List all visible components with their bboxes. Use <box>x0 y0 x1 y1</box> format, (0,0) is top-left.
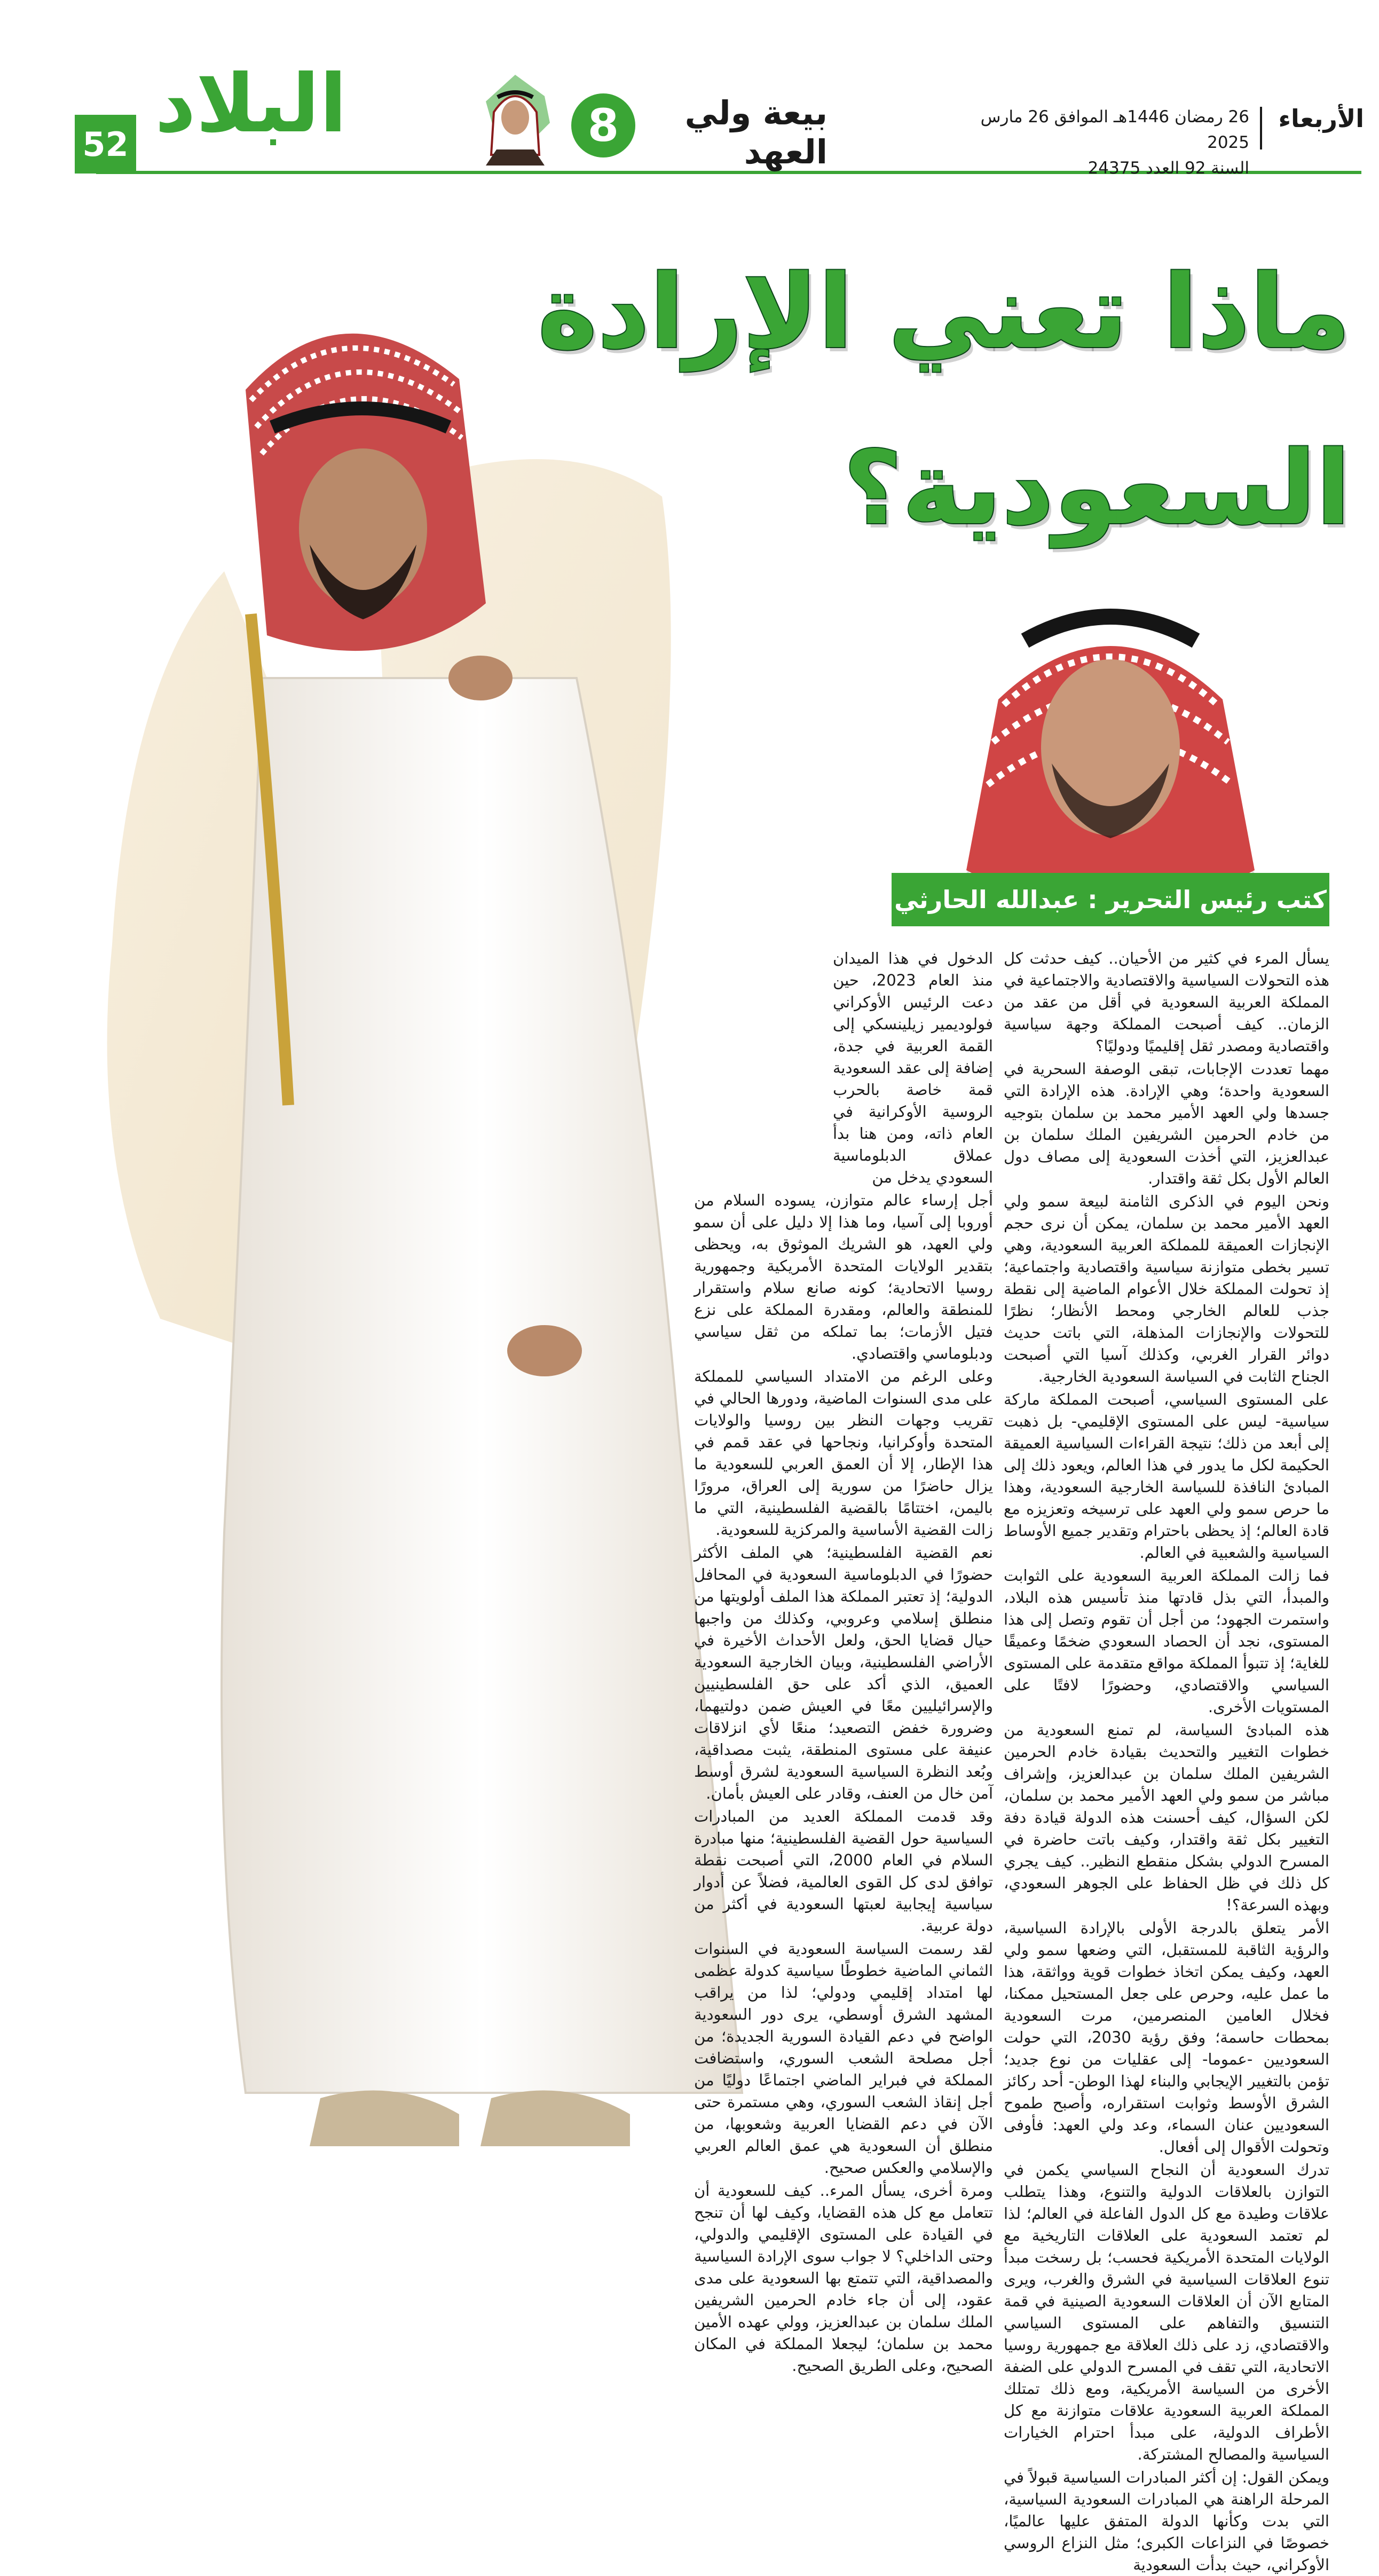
paragraph: على المستوى السياسي، أصبحت المملكة ماركة سياسية- ليس على المستوى الإقليمي- بل ذهبت إلى أبعد من ذلك؛ نتيجة القراءات السياسية العميقة الحكيمة لكل ما يدور في هذا العالم، ويعود ذلك إلى المبادئ النافذة للسياسة الخارجية السعودية، وهذا ما حرص سمو ولي العهد على ترسيخه وتعزيزه مع قادة العالم؛ إذ يحظى باحترام وتقدير جميع الأوساط السياسية والشعبية في العالم. <box>1004 1390 1329 1562</box>
paragraph: ونحن اليوم في الذكرى الثامنة لبيعة سمو ولي العهد الأمير محمد بن سلمان، يمكن أن نرى حجم الإنجازات العميقة للمملكة العربية السعودية، وهي تسير بخطى متوازنة سياسية واقتصادية واجتماعية؛ إذ تحولت المملكة خلال الأعوام الماضية إلى نقطة جذب للعالم الخارجي ومحط الأنظار؛ نظرًا للتحولات والإنجازات المذهلة، التي باتت حديث دوائر القرار الغربي، وكذلك آسيا التي أصبحت الجناح الثابت في السياسة السعودية الخارجية. <box>1004 1192 1329 1385</box>
paragraph: مهما تعددت الإجابات، تبقى الوصفة السحرية في السعودية واحدة؛ وهي الإرادة. هذه الإرادة التي جسدها ولي العهد الأمير محمد بن سلمان بتوجيه من خادم الحرمين الشريفين الملك سلمان بن عبدالعزيز، التي أخذت السعودية إلى مصاف دول العالم الأول بكل ثقة واقتدار. <box>1004 1060 1329 1187</box>
paragraph: لقد رسمت السياسة السعودية في السنوات الثماني الماضية خطوطًا سياسية كدولة عظمى لها امتداد إقليمي ودولي؛ لذا من يراقب المشهد الشرق أوسطي، يرى دور السعودية الواضح في دعم القيادة السورية الجديدة؛ من أجل مصلحة الشعب السوري، واستضافت المملكة في فبراير الماضي اجتماعًا دوليًا من أجل إنقاذ الشعب السوري، وهي مستمرة حتى الآن في دعم القضايا العربية وشعوبها، من منطلق أن السعودية هي عمق العالم العربي والإسلامي والعكس صحيح. <box>694 1940 993 2177</box>
paragraph: تدرك السعودية أن النجاح السياسي يكمن في التوازن بالعلاقات الدولية والتنوع، وهذا يتطلب علاقات وطيدة مع كل الدول الفاعلة في العالم؛ لذا لم تعتمد السعودية على العلاقات التاريخية مع الولايات المتحدة الأمريكية فحسب؛ بل رسخت مبدأ تنوع العلاقات السياسية في الشرق والغرب، ويرى المتابع الآن أن العلاقات السعودية الصينية في قمة التنسيق والتفاهم على المستوى السياسي والاقتصادي، زد على ذلك العلاقة مع جمهورية روسيا الاتحادية، التي تقف في المسرح الدولي على الضفة الأخرى من السياسة الأمريكية، ومع ذلك تمتلك المملكة العربية السعودية علاقات متوازنة مع كل الأطراف الدولية، على مبدأ احترام الخيارات السياسية والمصالح المشتركة. <box>1004 2161 1329 2463</box>
paragraph: يسأل المرء في كثير من الأحيان.. كيف حدثت كل هذه التحولات السياسية والاقتصادية والاجتماعية في المملكة العربية السعودية في أقل من عقد من الزمان.. كيف أصبحت المملكة وجهة سياسية واقتصادية ومصدر ثقل إقليميًا ودوليًا؟ <box>1004 949 1329 1055</box>
paragraph: وقد قدمت المملكة العديد من المبادرات السياسية حول القضية الفلسطينية؛ منها مبادرة السلام في العام 2000، التي أصبحت نقطة توافق لدى كل القوى العالمية، فضلاً عن أدوار سياسية إيجابية لعبتها السعودية في أكثر من دولة عربية. <box>694 1807 993 1935</box>
headline <box>513 224 1351 577</box>
paragraph: الأمر يتعلق بالدرجة الأولى بالإرادة السياسية، والرؤية الثاقبة للمستقبل، التي وضعها سمو ولي العهد، وكيف يمكن اتخاذ خطوات قوية وواثقة، هذا ما عمل عليه، وحرص على جعل المستحيل ممكنا، فخلال العامين المنصرمين، مرت السعودية بمحطات حاسمة؛ وفق رؤية 2030، التي حولت السعوديين -عموما- إلى عقليات من نوع جديد؛ تؤمن بالتغيير الإيجابي والبناء لهذا الوطن- أحد ركائز الشرق الأوسط وثوابت استقراره، وأصبح طموح السعوديين عنان السماء، وعد ولي العهد: فأوفى وتحولت الأقوال إلى أفعال. <box>1004 1919 1329 2156</box>
paragraph: أجل إرساء عالم متوازن، يسوده السلام من أوروبا إلى آسيا، وما هذا إلا دليل على أن سمو ولي العهد، هو الشريك الموثوق به، ويحظى بتقدير الولايات المتحدة الأمريكية وجمهورية روسيا الاتحادية؛ كونه صانع سلام واستقرار للمنطقة والعالم، ومقدرة المملكة على نزع فتيل الأزمات؛ بما تملكه من ثقل سياسي ودبلوماسي واقتصادي. <box>694 1191 993 1362</box>
paragraph: وعلى الرغم من الامتداد السياسي للمملكة على مدى السنوات الماضية، ودورها الحالي في تقريب وجهات النظر بين روسيا والولايات المتحدة وأوكرانيا، ونجاحها في عقد قمم في هذا الإطار، إلا أن العمق العربي للسعودية ما يزال حاضرًا من سورية إلى العراق، مرورًا باليمن، اختتامًا بالقضية الفلسطينية، التي ما زالت القضية الأساسية والمركزية للسعودية. <box>694 1367 993 1539</box>
paragraph: الدخول في هذا الميدان منذ العام 2023، حين دعت الرئيس الأوكراني فولوديمير زيلينسكي إلى القمة العربية في جدة، إضافة إلى عقد السعودية قمة خاصة بالحرب الروسية الأوكرانية في العام ذاته، ومن هنا بدأ عملاق الدبلوماسية السعودي يدخل من <box>833 949 993 1186</box>
headline-line-1: ماذا تعني الإرادة <box>537 253 1351 371</box>
anniversary-number-badge: 8 <box>571 93 635 157</box>
banner-title: بيعة ولي العهد <box>684 93 828 171</box>
paragraph: نعم القضية الفلسطينية؛ هي الملف الأكثر حضورًا في الدبلوماسية السعودية في المحافل الدولية؛ إذ تعتبر المملكة هذا الملف أولويتها من منطلق إسلامي وعروبي، وكذلك من واجبها حيال قضايا الحق، ولعل الأحداث الأخيرة في الأراضي الفلسطينية، وبيان الخارجية السعودية العميق، الذي أكد على حق الفلسطينيين والإسرائيليين معًا في العيش ضمن دولتيهما، وضرورة خفض التصعيد؛ منعًا لأي انزلاقات عنيفة على مستوى المنطقة، يثبت مصداقية، وبُعد النظرة السياسية السعودية لشرق أوسط آمن خال من العنف، وقادر على العيش بأمان. <box>694 1543 993 1802</box>
headline-line-2: السعودية؟ <box>843 429 1351 547</box>
crown-prince-portrait-icon <box>464 64 566 166</box>
paragraph: ويمكن القول: إن أكثر المبادرات السياسية قبولاً في المرحلة الراهنة هي المبادرات السعودية السياسية، التي بدت وكأنها الدولة المتفق عليها عالميًا، خصوصًا في النزاعات الكبرى؛ مثل النزاع الروسي الأوكراني، حيث بدأت السعودية <box>1004 2468 1329 2574</box>
day-name: الأربعاء <box>1278 104 1364 133</box>
paragraph: هذه المبادئ السياسة، لم تمنع السعودية من خطوات التغيير والتحديث بقيادة خادم الحرمين الشريفين الملك سلمان بن عبدالعزيز، وإشراف مباشر من سمو ولي العهد الأمير محمد بن سلمان، لكن السؤال، كيف أحسنت هذه الدولة قيادة دفة التغيير بكل ثقة واقتدار، وكيف باتت حاضرة في المسرح الدولي بشكل منقطع النظير.. كيف يجري كل ذلك في ظل الحفاظ على الجوهر السعودي، وبهذه السرعة؟! <box>1004 1721 1329 1914</box>
date-text: 26 رمضان 1446هـ الموافق 26 مارس 2025 <box>980 107 1249 152</box>
issue-text: السنة 92 العدد 24375 <box>1088 159 1249 178</box>
article-column-right <box>1004 948 1329 2574</box>
article-column-left <box>694 948 993 2375</box>
page-number: 52 <box>75 115 136 174</box>
paragraph: ومرة أخرى، يسأل المرء.. كيف للسعودية أن تتعامل مع كل هذه القضايا، وكيف لها أن تنجح في القيادة على المستوى الإقليمي والدولي، وحتى الداخلي؟ لا جواب سوى الإرادة السياسية والمصداقية، التي تتمتع بها السعودية على مدى عقود، إلى أن جاء خادم الحرمين الشريفين الملك سلمان بن عبدالعزيز، وولي عهده الأمين محمد بن سلمان؛ ليجعلا المملكة في المكان الصحيح، وعلى الطريق الصحيح. <box>694 2181 993 2375</box>
author-photo <box>892 571 1329 902</box>
byline: كتب رئيس التحرير : عبدالله الحارثي <box>892 873 1329 926</box>
dateline-divider <box>1260 107 1262 149</box>
newspaper-logo[interactable]: البلاد <box>155 58 347 151</box>
dateline <box>950 104 1249 181</box>
paragraph: فما زالت المملكة العربية السعودية على الثوابت والمبدأ، التي بذل قادتها منذ تأسيس هذه البلاد، واستمرت الجهود؛ من أجل أن تقوم وتصل إلى هذا المستوى، نجد أن الحصاد السعودي ضخمًا وعميقًا للغاية؛ إذ تتبوأ المملكة مواقع متقدمة على المستوى السياسي والاقتصادي، وحضورًا لافتًا على المستويات الأخرى. <box>1004 1566 1329 1716</box>
masthead <box>0 0 1379 184</box>
anniversary-banner <box>464 64 828 171</box>
